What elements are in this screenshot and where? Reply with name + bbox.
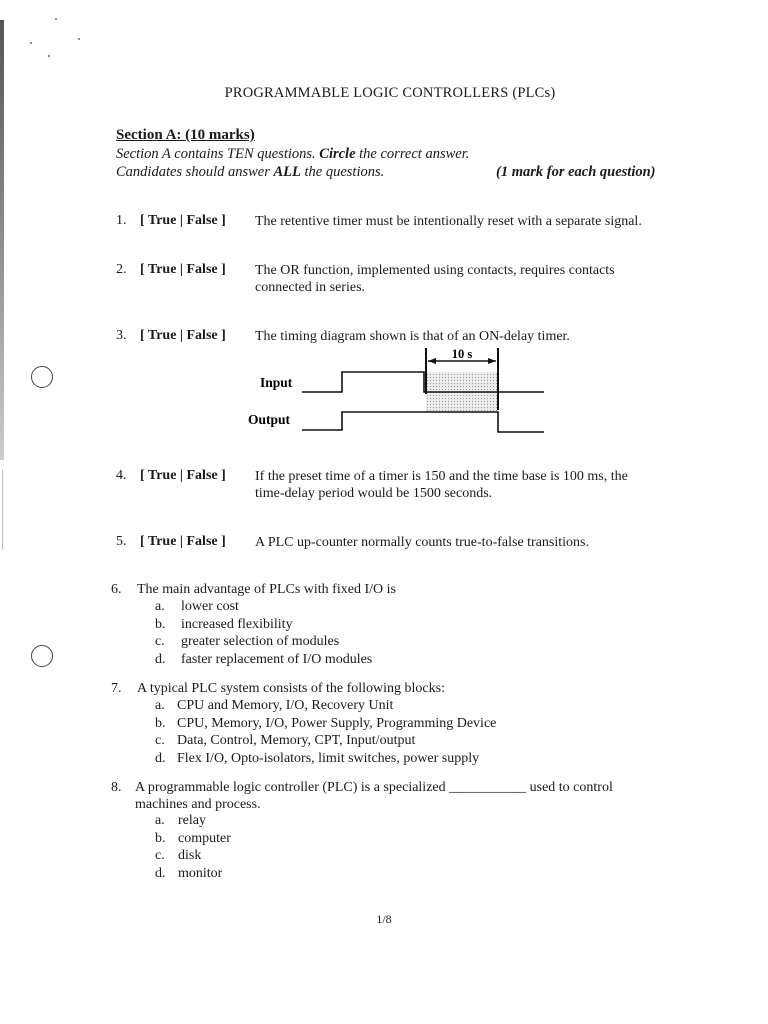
option-b[interactable]: b. CPU, Memory, I/O, Power Supply, Programming Device [155,715,497,731]
interval-label: 10 s [451,347,473,361]
option-a[interactable]: a. relay [155,813,206,828]
option-d[interactable]: d. faster replacement of I/O modules [155,651,373,667]
arrow-head-left [428,358,436,364]
question-text: The timing diagram shown is that of an ON-delay timer. [255,329,570,344]
scan-speck [55,18,57,20]
question-text: A PLC up-counter normally counts true-to-false transitions. [255,535,589,550]
page-title: PROGRAMMABLE LOGIC CONTROLLERS (PLCs) [224,85,556,101]
option-c[interactable]: c. disk [155,848,202,864]
question-number: 6. [111,582,122,597]
option-c[interactable]: c. Data, Control, Memory, CPT, Input/output [155,733,416,749]
output-waveform [302,412,544,432]
true-false-choice[interactable]: [ True | False ] [140,262,226,277]
input-waveform [302,372,544,392]
true-false-choice[interactable]: [ True | False ] [140,328,226,343]
marks-note: (1 mark for each question) [496,164,656,180]
question-number: 3. [116,328,127,343]
option-a[interactable]: a. lower cost [155,599,239,614]
question-number: 2. [116,262,127,277]
scan-speck [48,55,50,57]
arrow-head-right [488,358,496,364]
option-d[interactable]: d. Flex I/O, Opto-isolators, limit switches, power supply [155,750,480,766]
binding-edge-lower [2,470,3,550]
question-number: 7. [111,681,122,696]
section-instruction: Section A contains TEN questions. Circle the correct answer. [116,146,470,162]
question-text: The main advantage of PLCs with fixed I/O is [137,582,396,597]
timing-diagram [240,340,560,440]
question-text: If the preset time of a timer is 150 and the time base is 100 ms, the time-delay period would be 1500 seconds. [255,469,628,501]
option-list [155,598,372,668]
option-b[interactable]: b. computer [155,830,231,846]
page-number: 1/8 [376,912,392,926]
section-instruction-2: Candidates should answer ALL the questions. [116,164,385,180]
option-d[interactable]: d. monitor [155,865,223,881]
option-b[interactable]: b. increased flexibility [155,616,293,632]
punch-hole-upper [31,366,53,388]
question-text: The retentive timer must be intentionally reset with a separate signal. [255,214,642,229]
true-false-choice[interactable]: [ True | False ] [140,213,226,228]
punch-hole-lower [31,645,53,667]
question-number: 5. [116,534,127,549]
question-text: The OR function, implemented using contacts, requires contacts connected in series. [255,263,615,295]
true-false-choice[interactable]: [ True | False ] [140,534,226,549]
question-number: 8. [111,780,122,795]
option-a[interactable]: a. CPU and Memory, I/O, Recovery Unit [155,698,394,713]
option-list [155,812,231,882]
question-text: A programmable logic controller (PLC) is a specialized ___________ used to control machines and process. [135,780,613,812]
option-c[interactable]: c. greater selection of modules [155,634,340,650]
true-false-choice[interactable]: [ True | False ] [140,468,226,483]
output-label: Output [248,412,291,427]
question-number: 1. [116,213,127,228]
question-text: A typical PLC system consists of the following blocks: [137,681,445,696]
option-list [155,697,496,767]
section-heading: Section A: (10 marks) [116,127,255,143]
scan-speck [30,42,32,44]
scan-speck [78,38,80,40]
question-number: 4. [116,468,127,483]
input-label: Input [260,375,293,390]
